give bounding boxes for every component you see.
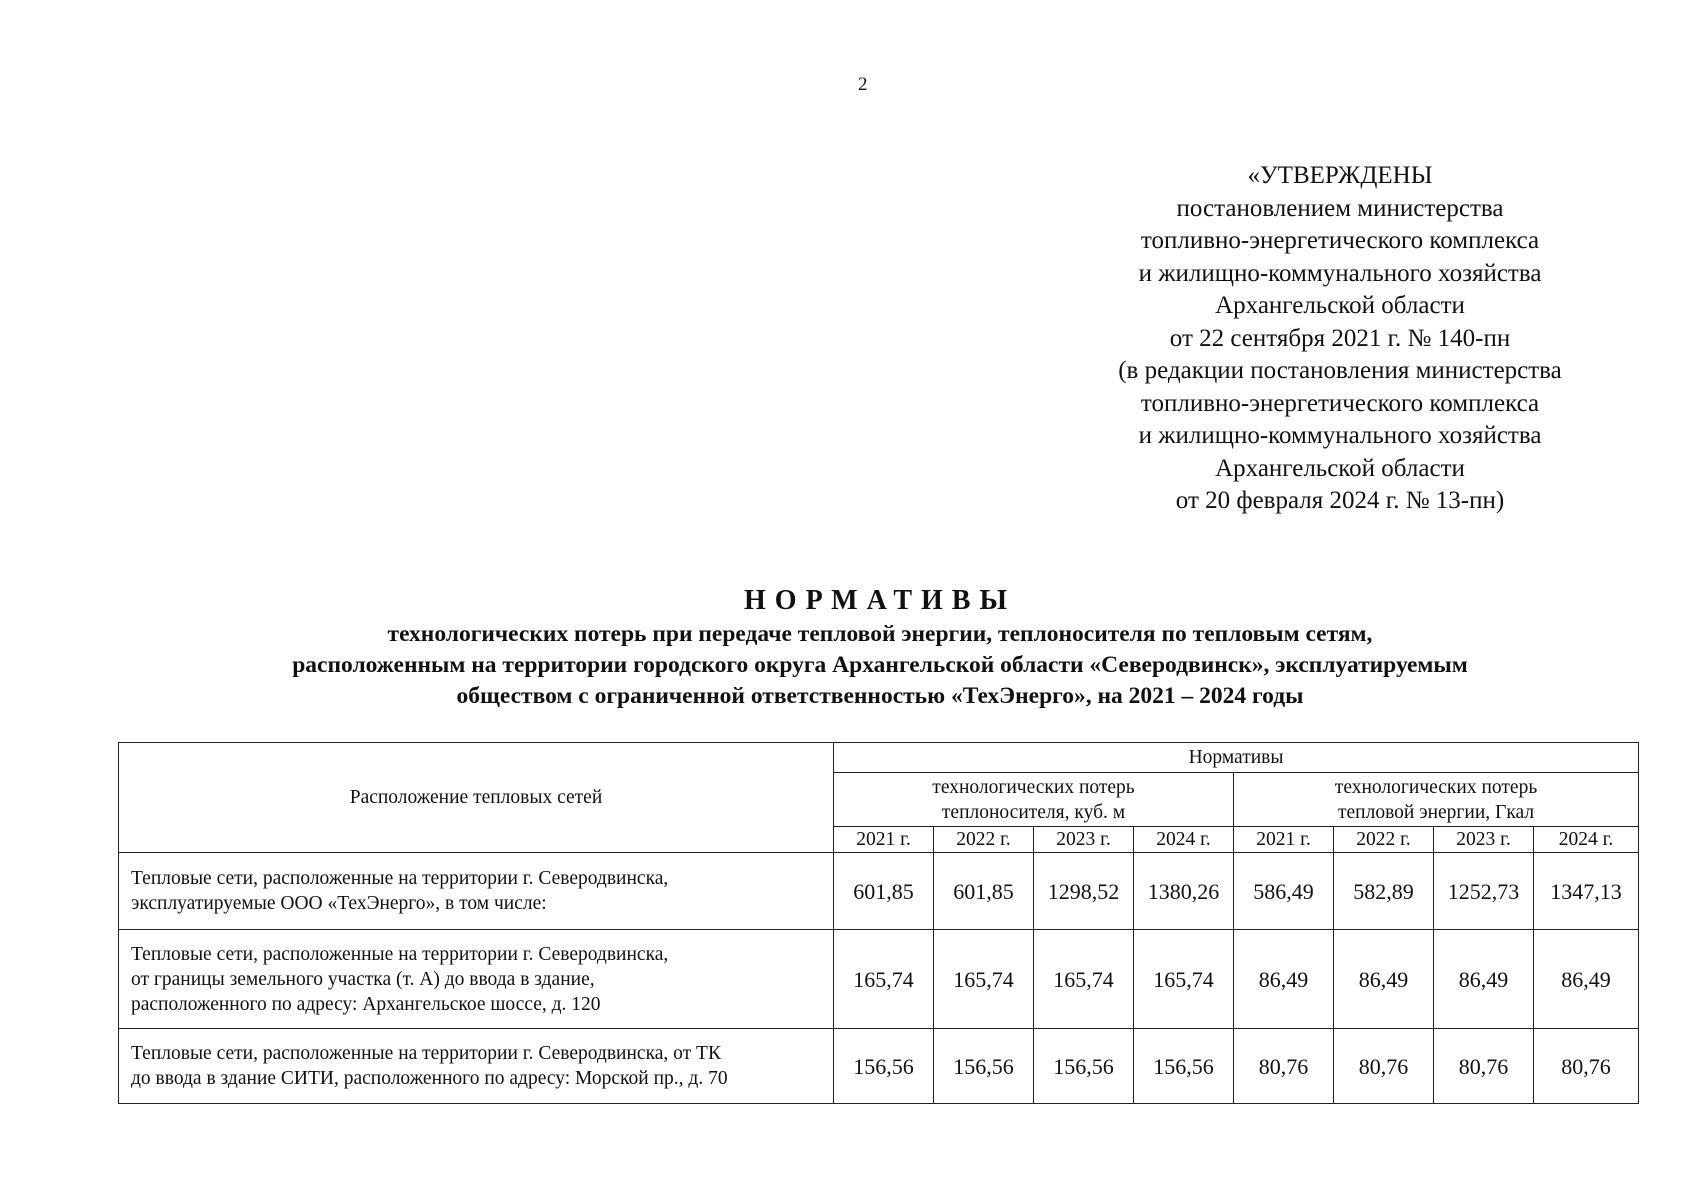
value-cell: 80,76 (1534, 1029, 1639, 1104)
location-line: Тепловые сети, расположенные на территории г. Северодвинска, (131, 868, 669, 889)
table-row (119, 1029, 1639, 1104)
year-header: 2023 г. (1434, 827, 1534, 853)
approval-line: (в редакции постановления министерства (1118, 357, 1562, 384)
value-cell: 80,76 (1334, 1029, 1434, 1104)
location-line: Тепловые сети, расположенные на территории г. Северодвинска, от ТК (131, 1043, 721, 1064)
approval-line: постановлением министерства (1176, 194, 1504, 222)
value-cell: 156,56 (934, 1029, 1034, 1104)
approval-line: от 20 февраля 2024 г. № 13-пн) (1175, 487, 1505, 514)
value-cell: 165,74 (1034, 930, 1134, 1029)
value-cell: 1380,26 (1134, 853, 1234, 930)
year-header: 2022 г. (934, 827, 1034, 853)
approval-line: и жилищно-коммунального хозяйства (1138, 422, 1542, 449)
year-header: 2024 г. (1134, 827, 1234, 853)
value-cell: 86,49 (1234, 930, 1334, 1029)
value-cell: 1347,13 (1534, 853, 1639, 930)
approval-line: Архангельской области (1215, 292, 1465, 319)
location-line: эксплуатируемые ООО «ТехЭнерго», в том числе: (131, 893, 547, 914)
table-row (119, 853, 1639, 930)
year-header: 2022 г. (1334, 827, 1434, 853)
group-header-line: теплоносителя, куб. м (941, 801, 1126, 823)
location-line: от границы земельного участка (т. А) до ввода в здание, (131, 968, 595, 990)
approval-line: Архангельской области (1215, 454, 1465, 482)
approval-line: «УТВЕРЖДЕНЫ (1247, 162, 1433, 189)
year-header: 2021 г. (834, 827, 934, 853)
location-line: Тепловые сети, расположенные на территории г. Северодвинска, (131, 943, 669, 965)
table-row (119, 930, 1639, 1029)
location-header: Расположение тепловых сетей (119, 743, 834, 853)
location-cell (119, 930, 834, 1029)
value-cell: 601,85 (934, 853, 1034, 930)
approval-line: топливно-энергетического комплекса (1140, 227, 1540, 254)
value-cell: 165,74 (1134, 930, 1234, 1029)
value-cell: 80,76 (1434, 1029, 1534, 1104)
page-number: 2 (858, 74, 868, 95)
title-line: расположенным на территории городского округа Архангельской области «Северодвинск», эксплуатируемым (292, 652, 1468, 678)
group-header-line: технологических потерь (1334, 776, 1538, 798)
location-cell (119, 853, 834, 930)
approval-line: и жилищно-коммунального хозяйства (1138, 259, 1542, 287)
group-header-line: тепловой энергии, Гкал (1337, 801, 1535, 823)
value-cell: 86,49 (1534, 930, 1639, 1029)
approval-line: топливно-энергетического комплекса (1140, 389, 1540, 417)
year-header: 2024 г. (1534, 827, 1639, 853)
value-cell: 582,89 (1334, 853, 1434, 930)
title-main: НОРМАТИВЫ (744, 585, 1016, 616)
value-cell: 586,49 (1234, 853, 1334, 930)
value-cell: 86,49 (1334, 930, 1434, 1029)
value-cell: 156,56 (1134, 1029, 1234, 1104)
norms-header: Нормативы (834, 743, 1639, 773)
approval-line: от 22 сентября 2021 г. № 140-пн (1169, 324, 1511, 352)
heat-losses-header (1234, 773, 1639, 827)
value-cell: 601,85 (834, 853, 934, 930)
document-title (100, 583, 1660, 712)
value-cell: 80,76 (1234, 1029, 1334, 1104)
value-cell: 1252,73 (1434, 853, 1534, 930)
location-line: до ввода в здание СИТИ, расположенного по адресу: Морской пр., д. 70 (131, 1068, 728, 1089)
title-line: технологических потерь при передаче тепловой энергии, теплоносителя по тепловым сетям, (387, 621, 1373, 647)
approval-stamp (1040, 160, 1640, 518)
location-cell (119, 1029, 834, 1104)
value-cell: 156,56 (834, 1029, 934, 1104)
year-header: 2021 г. (1234, 827, 1334, 853)
value-cell: 156,56 (1034, 1029, 1134, 1104)
value-cell: 86,49 (1434, 930, 1534, 1029)
coolant-losses-header (834, 773, 1234, 827)
value-cell: 165,74 (934, 930, 1034, 1029)
title-line: обществом с ограниченной ответственностью «ТехЭнерго», на 2021 – 2024 годы (456, 683, 1304, 709)
value-cell: 1298,52 (1034, 853, 1134, 930)
group-header-line: технологических потерь (932, 776, 1135, 798)
value-cell: 165,74 (834, 930, 934, 1029)
location-line: расположенного по адресу: Архангельское шоссе, д. 120 (131, 993, 601, 1015)
year-header: 2023 г. (1034, 827, 1134, 853)
norms-table (118, 742, 1639, 1104)
